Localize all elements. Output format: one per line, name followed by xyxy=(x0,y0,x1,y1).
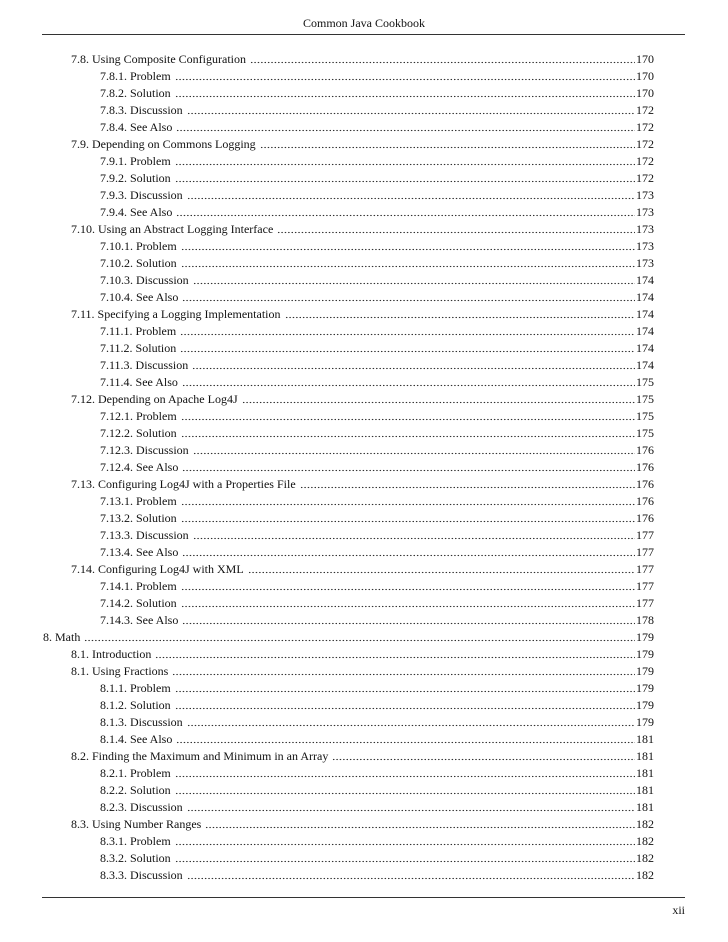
toc-entry-label: 7.13. Configuring Log4J with a Properties File xyxy=(71,477,296,491)
dot-leader xyxy=(175,95,635,98)
dot-leader xyxy=(248,571,635,574)
toc-entry-page: 174 xyxy=(636,307,654,321)
dot-leader xyxy=(332,758,635,761)
toc-entry[interactable] xyxy=(100,203,654,220)
toc-entry-label: 7.10.4. See Also xyxy=(100,290,179,304)
toc-entry-page: 170 xyxy=(636,69,654,83)
page-number: xii xyxy=(672,903,685,917)
dot-leader xyxy=(277,231,635,234)
toc-entry-page: 174 xyxy=(636,324,654,338)
toc-entry[interactable] xyxy=(100,237,654,254)
toc-entry-label: 7.14.2. Solution xyxy=(100,596,177,610)
dot-leader xyxy=(172,673,635,676)
toc-entry[interactable] xyxy=(100,730,654,747)
toc-entry[interactable] xyxy=(71,560,654,577)
toc-entry-label: 7.10.3. Discussion xyxy=(100,273,189,287)
dot-leader xyxy=(187,724,635,727)
dot-leader xyxy=(182,622,635,625)
dot-leader xyxy=(205,826,635,829)
toc-entry-label: 7.9.3. Discussion xyxy=(100,188,183,202)
header-divider xyxy=(42,34,685,35)
toc-entry-label: 8.3.3. Discussion xyxy=(100,868,183,882)
toc-entry-label: 7.13.2. Solution xyxy=(100,511,177,525)
dot-leader xyxy=(182,469,635,472)
toc-entry[interactable] xyxy=(100,169,654,186)
toc-entry[interactable] xyxy=(71,220,654,237)
toc-entry[interactable] xyxy=(100,152,654,169)
toc-entry-label: 7.12.4. See Also xyxy=(100,460,179,474)
dot-leader xyxy=(175,163,635,166)
toc-entry-page: 174 xyxy=(636,341,654,355)
toc-entry[interactable] xyxy=(100,271,654,288)
dot-leader xyxy=(175,775,635,778)
dot-leader xyxy=(242,401,635,404)
toc-entry-page: 175 xyxy=(636,392,654,406)
toc-entry-page: 173 xyxy=(636,205,654,219)
toc-entry[interactable] xyxy=(71,475,654,492)
toc-entry-label: 8.2. Finding the Maximum and Minimum in an Array xyxy=(71,749,329,763)
toc-entry[interactable] xyxy=(100,577,654,594)
toc-entry-page: 172 xyxy=(636,154,654,168)
toc-entry[interactable] xyxy=(100,849,654,866)
footer-divider xyxy=(42,897,685,898)
toc-entry[interactable] xyxy=(100,254,654,271)
toc-entry[interactable] xyxy=(100,713,654,730)
toc-entry-label: 7.11.3. Discussion xyxy=(100,358,189,372)
toc-entry-page: 182 xyxy=(636,817,654,831)
toc-entry[interactable] xyxy=(100,492,654,509)
toc-entry[interactable] xyxy=(71,305,654,322)
toc-entry-page: 170 xyxy=(636,86,654,100)
toc-entry-page: 177 xyxy=(636,562,654,576)
dot-leader xyxy=(181,418,635,421)
dot-leader xyxy=(181,503,635,506)
dot-leader xyxy=(176,741,635,744)
toc-entry-page: 172 xyxy=(636,120,654,134)
toc-entry-page: 182 xyxy=(636,868,654,882)
toc-entry[interactable] xyxy=(71,135,654,152)
toc-entry-page: 176 xyxy=(636,511,654,525)
dot-leader xyxy=(285,316,635,319)
toc-entry-label: 7.14. Configuring Log4J with XML xyxy=(71,562,244,576)
toc-entry[interactable] xyxy=(100,696,654,713)
dot-leader xyxy=(175,690,635,693)
toc-entry-page: 181 xyxy=(636,766,654,780)
toc-entry-label: 7.10.1. Problem xyxy=(100,239,177,253)
toc-entry-label: 7.8. Using Composite Configuration xyxy=(71,52,246,66)
toc-entry-label: 7.13.1. Problem xyxy=(100,494,177,508)
toc-entry[interactable] xyxy=(100,322,654,339)
toc-entry-page: 181 xyxy=(636,732,654,746)
toc-entry-label: 7.10.2. Solution xyxy=(100,256,177,270)
dot-leader xyxy=(84,639,635,642)
dot-leader xyxy=(181,520,635,523)
dot-leader xyxy=(250,61,635,64)
dot-leader xyxy=(175,180,635,183)
toc-entry-page: 181 xyxy=(636,749,654,763)
toc-entry-page: 172 xyxy=(636,171,654,185)
toc-entry-label: 7.9.2. Solution xyxy=(100,171,171,185)
toc-entry[interactable] xyxy=(71,815,654,832)
toc-entry[interactable] xyxy=(100,866,654,883)
toc-entry[interactable] xyxy=(100,186,654,203)
toc-entry[interactable] xyxy=(100,356,654,373)
toc-entry-page: 172 xyxy=(636,103,654,117)
dot-leader xyxy=(187,809,635,812)
dot-leader xyxy=(181,265,635,268)
toc-entry-label: 8.1. Introduction xyxy=(71,647,152,661)
toc-entry-page: 179 xyxy=(636,664,654,678)
toc-entry[interactable] xyxy=(100,798,654,815)
toc-entry-page: 182 xyxy=(636,851,654,865)
toc-entry[interactable] xyxy=(100,339,654,356)
toc-entry-label: 7.13.4. See Also xyxy=(100,545,179,559)
toc-entry-page: 175 xyxy=(636,409,654,423)
toc-entry[interactable] xyxy=(100,509,654,526)
toc-entry-page: 175 xyxy=(636,375,654,389)
toc-entry[interactable] xyxy=(100,832,654,849)
toc-entry-label: 8.1.4. See Also xyxy=(100,732,173,746)
toc-entry[interactable] xyxy=(100,611,654,628)
toc-entry-label: 7.12.3. Discussion xyxy=(100,443,189,457)
dot-leader xyxy=(187,112,635,115)
toc-entry[interactable] xyxy=(100,526,654,543)
toc-entry-page: 177 xyxy=(636,545,654,559)
toc-entry-label: 7.9.1. Problem xyxy=(100,154,171,168)
toc-entry[interactable] xyxy=(71,747,654,764)
toc-entry-label: 8.1.1. Problem xyxy=(100,681,171,695)
dot-leader xyxy=(182,299,635,302)
toc-entry-label: 8.2.1. Problem xyxy=(100,766,171,780)
toc-entry-page: 177 xyxy=(636,596,654,610)
dot-leader xyxy=(181,588,635,591)
dot-leader xyxy=(175,707,635,710)
toc-entry[interactable] xyxy=(71,662,654,679)
dot-leader xyxy=(181,435,635,438)
dot-leader xyxy=(180,333,635,336)
dot-leader xyxy=(300,486,635,489)
dot-leader xyxy=(181,248,635,251)
toc-entry-page: 174 xyxy=(636,273,654,287)
toc-entry-label: 8.2.2. Solution xyxy=(100,783,171,797)
dot-leader xyxy=(175,78,635,81)
dot-leader xyxy=(193,452,635,455)
toc-entry[interactable] xyxy=(100,67,654,84)
dot-leader xyxy=(155,656,635,659)
toc-entry[interactable] xyxy=(100,118,654,135)
toc-entry-label: 7.11.1. Problem xyxy=(100,324,177,338)
dot-leader xyxy=(192,367,635,370)
dot-leader xyxy=(193,282,635,285)
toc-entry-page: 176 xyxy=(636,443,654,457)
dot-leader xyxy=(180,350,635,353)
toc-entry[interactable] xyxy=(43,628,654,645)
toc-entry-label: 8.1.3. Discussion xyxy=(100,715,183,729)
toc-entry-page: 179 xyxy=(636,715,654,729)
dot-leader xyxy=(181,605,635,608)
toc-entry-page: 172 xyxy=(636,137,654,151)
dot-leader xyxy=(187,877,635,880)
dot-leader xyxy=(176,129,635,132)
toc-entry[interactable] xyxy=(100,84,654,101)
dot-leader xyxy=(176,214,635,217)
running-header-title: Common Java Cookbook xyxy=(303,16,425,30)
toc-entry[interactable] xyxy=(100,458,654,475)
toc-entry[interactable] xyxy=(100,101,654,118)
toc-entry-label: 8.2.3. Discussion xyxy=(100,800,183,814)
toc-entry[interactable] xyxy=(100,543,654,560)
toc-entry-label: 7.9. Depending on Commons Logging xyxy=(71,137,256,151)
toc-entry-page: 176 xyxy=(636,494,654,508)
dot-leader xyxy=(193,537,635,540)
toc-entry-label: 7.13.3. Discussion xyxy=(100,528,189,542)
dot-leader xyxy=(187,197,635,200)
toc-entry-label: 7.10. Using an Abstract Logging Interface xyxy=(71,222,274,236)
toc-entry[interactable] xyxy=(100,594,654,611)
toc-entry-page: 176 xyxy=(636,477,654,491)
toc-entry-page: 173 xyxy=(636,239,654,253)
toc-entry-page: 179 xyxy=(636,630,654,644)
toc-entry-label: 8.3.2. Solution xyxy=(100,851,171,865)
toc-entry[interactable] xyxy=(100,373,654,390)
toc-entry-page: 176 xyxy=(636,460,654,474)
toc-entry-page: 173 xyxy=(636,256,654,270)
toc-entry-page: 178 xyxy=(636,613,654,627)
toc-entry-label: 8. Math xyxy=(43,630,81,644)
toc-entry[interactable] xyxy=(100,764,654,781)
toc-entry-page: 181 xyxy=(636,800,654,814)
toc-entry-page: 173 xyxy=(636,222,654,236)
toc-entry[interactable] xyxy=(100,441,654,458)
toc-entry-label: 7.11.2. Solution xyxy=(100,341,177,355)
toc-entry-label: 8.3.1. Problem xyxy=(100,834,171,848)
toc-entry[interactable] xyxy=(100,424,654,441)
toc-entry-label: 7.12.1. Problem xyxy=(100,409,177,423)
toc-entry[interactable] xyxy=(100,781,654,798)
toc-entry-page: 177 xyxy=(636,528,654,542)
dot-leader xyxy=(175,860,635,863)
toc-entry-label: 8.1.2. Solution xyxy=(100,698,171,712)
toc-entry-label: 8.1. Using Fractions xyxy=(71,664,169,678)
toc-entry-page: 175 xyxy=(636,426,654,440)
toc-entry-label: 7.12. Depending on Apache Log4J xyxy=(71,392,238,406)
toc-entry-label: 7.11.4. See Also xyxy=(100,375,178,389)
toc-entry[interactable] xyxy=(100,407,654,424)
toc-entry-label: 8.3. Using Number Ranges xyxy=(71,817,202,831)
toc-entry[interactable] xyxy=(71,390,654,407)
dot-leader xyxy=(175,843,635,846)
toc-entry[interactable] xyxy=(71,50,654,67)
dot-leader xyxy=(182,384,635,387)
toc-entry-label: 7.12.2. Solution xyxy=(100,426,177,440)
toc-entry-page: 179 xyxy=(636,698,654,712)
toc-entry-label: 7.8.1. Problem xyxy=(100,69,171,83)
dot-leader xyxy=(175,792,635,795)
toc-entry-label: 7.14.3. See Also xyxy=(100,613,179,627)
toc-entry[interactable] xyxy=(71,645,654,662)
toc-entry-page: 181 xyxy=(636,783,654,797)
toc-entry-page: 174 xyxy=(636,358,654,372)
toc-entry-page: 182 xyxy=(636,834,654,848)
toc-entry-page: 177 xyxy=(636,579,654,593)
toc-entry-label: 7.8.3. Discussion xyxy=(100,103,183,117)
toc-entry[interactable] xyxy=(100,679,654,696)
toc-entry-page: 174 xyxy=(636,290,654,304)
toc-entry-page: 179 xyxy=(636,647,654,661)
toc-entry-page: 179 xyxy=(636,681,654,695)
toc-entry-label: 7.14.1. Problem xyxy=(100,579,177,593)
toc-entry-page: 173 xyxy=(636,188,654,202)
toc-entry-label: 7.11. Specifying a Logging Implementation xyxy=(71,307,281,321)
toc-entry-page: 170 xyxy=(636,52,654,66)
toc-entry-label: 7.8.2. Solution xyxy=(100,86,171,100)
dot-leader xyxy=(182,554,635,557)
toc-entry-label: 7.8.4. See Also xyxy=(100,120,173,134)
toc-entry-label: 7.9.4. See Also xyxy=(100,205,173,219)
toc-entry[interactable] xyxy=(100,288,654,305)
dot-leader xyxy=(260,146,635,149)
